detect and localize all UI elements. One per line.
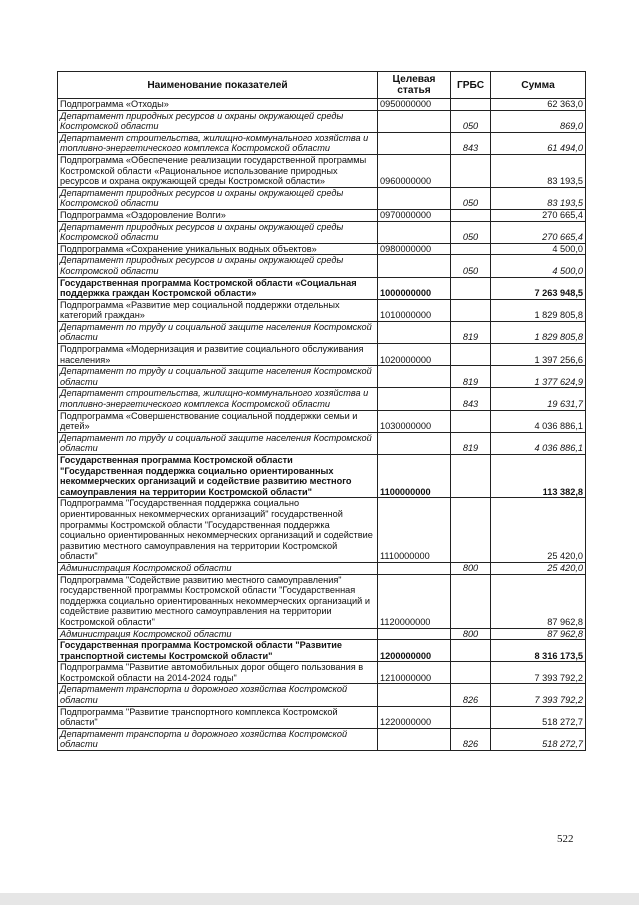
row-grbs: 843 xyxy=(451,132,491,154)
row-sum: 869,0 xyxy=(491,110,586,132)
row-code: 1200000000 xyxy=(378,640,451,662)
header-sum: Сумма xyxy=(491,72,586,99)
table-row xyxy=(58,455,586,498)
table-row xyxy=(58,574,586,628)
row-code xyxy=(378,132,451,154)
row-sum: 7 393 792,2 xyxy=(491,684,586,706)
row-sum: 518 272,7 xyxy=(491,706,586,728)
table-row xyxy=(58,99,586,111)
row-code xyxy=(378,321,451,343)
row-grbs: 819 xyxy=(451,366,491,388)
row-code: 1100000000 xyxy=(378,455,451,498)
row-grbs: 819 xyxy=(451,432,491,454)
row-sum: 4 500,0 xyxy=(491,255,586,277)
row-code xyxy=(378,432,451,454)
row-name: Подпрограмма "Содействие развитию местного самоуправления" государственной программы Костромской области "Государственная поддержка социально ориентированных некоммерческих организаций и содействие развитию местного самоуправления на территории Костромской области" xyxy=(58,574,378,628)
table-row xyxy=(58,498,586,563)
row-grbs xyxy=(451,410,491,432)
table-row xyxy=(58,299,586,321)
row-sum: 62 363,0 xyxy=(491,99,586,111)
row-code: 0960000000 xyxy=(378,154,451,187)
row-sum: 25 420,0 xyxy=(491,498,586,563)
row-grbs xyxy=(451,299,491,321)
header-name: Наименование показателей xyxy=(58,72,378,99)
row-code xyxy=(378,562,451,574)
row-sum: 87 962,8 xyxy=(491,574,586,628)
page-number: 522 xyxy=(557,833,574,845)
row-grbs xyxy=(451,344,491,366)
row-sum: 4 500,0 xyxy=(491,243,586,255)
row-code xyxy=(378,221,451,243)
row-code xyxy=(378,728,451,750)
table-row xyxy=(58,321,586,343)
row-sum: 4 036 886,1 xyxy=(491,432,586,454)
row-sum: 1 829 805,8 xyxy=(491,299,586,321)
table-header-row xyxy=(58,72,586,99)
row-sum: 19 631,7 xyxy=(491,388,586,410)
row-code: 1110000000 xyxy=(378,498,451,563)
row-sum: 518 272,7 xyxy=(491,728,586,750)
row-code: 0950000000 xyxy=(378,99,451,111)
row-sum: 1 397 256,6 xyxy=(491,344,586,366)
row-grbs: 800 xyxy=(451,628,491,640)
row-grbs xyxy=(451,455,491,498)
row-grbs xyxy=(451,640,491,662)
row-name: Администрация Костромской области xyxy=(58,562,378,574)
row-name: Подпрограмма "Развитие автомобильных дорог общего пользования в Костромской области на 2014-2024 годы" xyxy=(58,662,378,684)
table-row xyxy=(58,243,586,255)
scan-bottom-edge xyxy=(0,893,639,905)
table-row xyxy=(58,221,586,243)
row-name: Государственная программа Костромской области "Развитие транспортной системы Костромской области" xyxy=(58,640,378,662)
row-grbs: 843 xyxy=(451,388,491,410)
row-grbs xyxy=(451,209,491,221)
row-code xyxy=(378,110,451,132)
row-code: 1020000000 xyxy=(378,344,451,366)
row-name: Подпрограмма «Оздоровление Волги» xyxy=(58,209,378,221)
row-name: Государственная программа Костромской области "Государственная поддержка социально ориентированных некоммерческих организаций и содействие развитию местного самоуправления на территории Костромской области" xyxy=(58,455,378,498)
row-grbs xyxy=(451,99,491,111)
row-grbs xyxy=(451,154,491,187)
row-code: 1010000000 xyxy=(378,299,451,321)
row-sum: 270 665,4 xyxy=(491,221,586,243)
row-sum: 1 377 624,9 xyxy=(491,366,586,388)
table-row xyxy=(58,728,586,750)
table-row xyxy=(58,628,586,640)
row-name: Подпрограмма «Сохранение уникальных водных объектов» xyxy=(58,243,378,255)
table-row xyxy=(58,388,586,410)
row-code xyxy=(378,628,451,640)
row-code: 1210000000 xyxy=(378,662,451,684)
row-grbs: 819 xyxy=(451,321,491,343)
row-sum: 7 263 948,5 xyxy=(491,277,586,299)
row-name: Подпрограмма «Совершенствование социальной поддержки семьи и детей» xyxy=(58,410,378,432)
row-name: Департамент транспорта и дорожного хозяйства Костромской области xyxy=(58,684,378,706)
row-grbs: 826 xyxy=(451,684,491,706)
row-name: Департамент по труду и социальной защите населения Костромской области xyxy=(58,321,378,343)
row-grbs xyxy=(451,662,491,684)
row-code xyxy=(378,366,451,388)
row-name: Государственная программа Костромской области «Социальная поддержка граждан Костромской области» xyxy=(58,277,378,299)
row-sum: 4 036 886,1 xyxy=(491,410,586,432)
row-sum: 83 193,5 xyxy=(491,187,586,209)
table-row xyxy=(58,562,586,574)
table-row xyxy=(58,344,586,366)
row-name: Департамент по труду и социальной защите населения Костромской области xyxy=(58,432,378,454)
row-name: Департамент по труду и социальной защите населения Костромской области xyxy=(58,366,378,388)
table-row xyxy=(58,187,586,209)
table-row xyxy=(58,662,586,684)
row-name: Подпрограмма «Отходы» xyxy=(58,99,378,111)
row-grbs: 050 xyxy=(451,187,491,209)
row-sum: 87 962,8 xyxy=(491,628,586,640)
table-row xyxy=(58,110,586,132)
row-name: Департамент природных ресурсов и охраны окружающей среды Костромской области xyxy=(58,110,378,132)
row-name: Администрация Костромской области xyxy=(58,628,378,640)
table-row xyxy=(58,255,586,277)
row-sum: 61 494,0 xyxy=(491,132,586,154)
row-name: Департамент строительства, жилищно-коммунального хозяйства и топливно-энергетического комплекса Костромской области xyxy=(58,132,378,154)
row-code xyxy=(378,388,451,410)
row-code: 1120000000 xyxy=(378,574,451,628)
row-name: Подпрограмма «Развитие мер социальной поддержки отдельных категорий граждан» xyxy=(58,299,378,321)
header-code: Целевая статья xyxy=(378,72,451,99)
row-sum: 8 316 173,5 xyxy=(491,640,586,662)
budget-table xyxy=(57,71,586,751)
table-row xyxy=(58,640,586,662)
row-grbs xyxy=(451,706,491,728)
row-name: Департамент природных ресурсов и охраны окружающей среды Костромской области xyxy=(58,221,378,243)
row-code xyxy=(378,187,451,209)
row-code: 1220000000 xyxy=(378,706,451,728)
table-row xyxy=(58,432,586,454)
row-sum: 1 829 805,8 xyxy=(491,321,586,343)
header-grbs: ГРБС xyxy=(451,72,491,99)
row-name: Подпрограмма «Обеспечение реализации государственной программы Костромской области «Рациональное использование природных ресурсов и охрана окружающей среды Костромской области» xyxy=(58,154,378,187)
table-row xyxy=(58,410,586,432)
row-code: 0970000000 xyxy=(378,209,451,221)
row-sum: 113 382,8 xyxy=(491,455,586,498)
row-code xyxy=(378,684,451,706)
row-grbs xyxy=(451,243,491,255)
row-code: 1000000000 xyxy=(378,277,451,299)
table-row xyxy=(58,154,586,187)
row-code: 1030000000 xyxy=(378,410,451,432)
row-sum: 270 665,4 xyxy=(491,209,586,221)
row-code: 0980000000 xyxy=(378,243,451,255)
row-name: Подпрограмма «Модернизация и развитие социального обслуживания населения» xyxy=(58,344,378,366)
table-row xyxy=(58,132,586,154)
table-row xyxy=(58,366,586,388)
row-grbs xyxy=(451,574,491,628)
table-row xyxy=(58,209,586,221)
row-sum: 7 393 792,2 xyxy=(491,662,586,684)
row-grbs: 050 xyxy=(451,221,491,243)
row-name: Департамент транспорта и дорожного хозяйства Костромской области xyxy=(58,728,378,750)
row-name: Департамент строительства, жилищно-коммунального хозяйства и топливно-энергетического комплекса Костромской области xyxy=(58,388,378,410)
table-row xyxy=(58,706,586,728)
table-row xyxy=(58,277,586,299)
row-grbs: 050 xyxy=(451,255,491,277)
row-grbs: 050 xyxy=(451,110,491,132)
row-grbs: 826 xyxy=(451,728,491,750)
row-grbs xyxy=(451,277,491,299)
row-name: Подпрограмма "Развитие транспортного комплекса Костромской области" xyxy=(58,706,378,728)
row-sum: 83 193,5 xyxy=(491,154,586,187)
row-sum: 25 420,0 xyxy=(491,562,586,574)
row-name: Департамент природных ресурсов и охраны окружающей среды Костромской области xyxy=(58,255,378,277)
table-row xyxy=(58,684,586,706)
row-name: Подпрограмма "Государственная поддержка социально ориентированных некоммерческих организаций" государственной программы Костромской области "Государственная поддержка социально ориентированных некоммерческих организаций и содействие развитию местного самоуправления на территории Костромской области" xyxy=(58,498,378,563)
row-code xyxy=(378,255,451,277)
row-grbs xyxy=(451,498,491,563)
row-name: Департамент природных ресурсов и охраны окружающей среды Костромской области xyxy=(58,187,378,209)
row-grbs: 800 xyxy=(451,562,491,574)
